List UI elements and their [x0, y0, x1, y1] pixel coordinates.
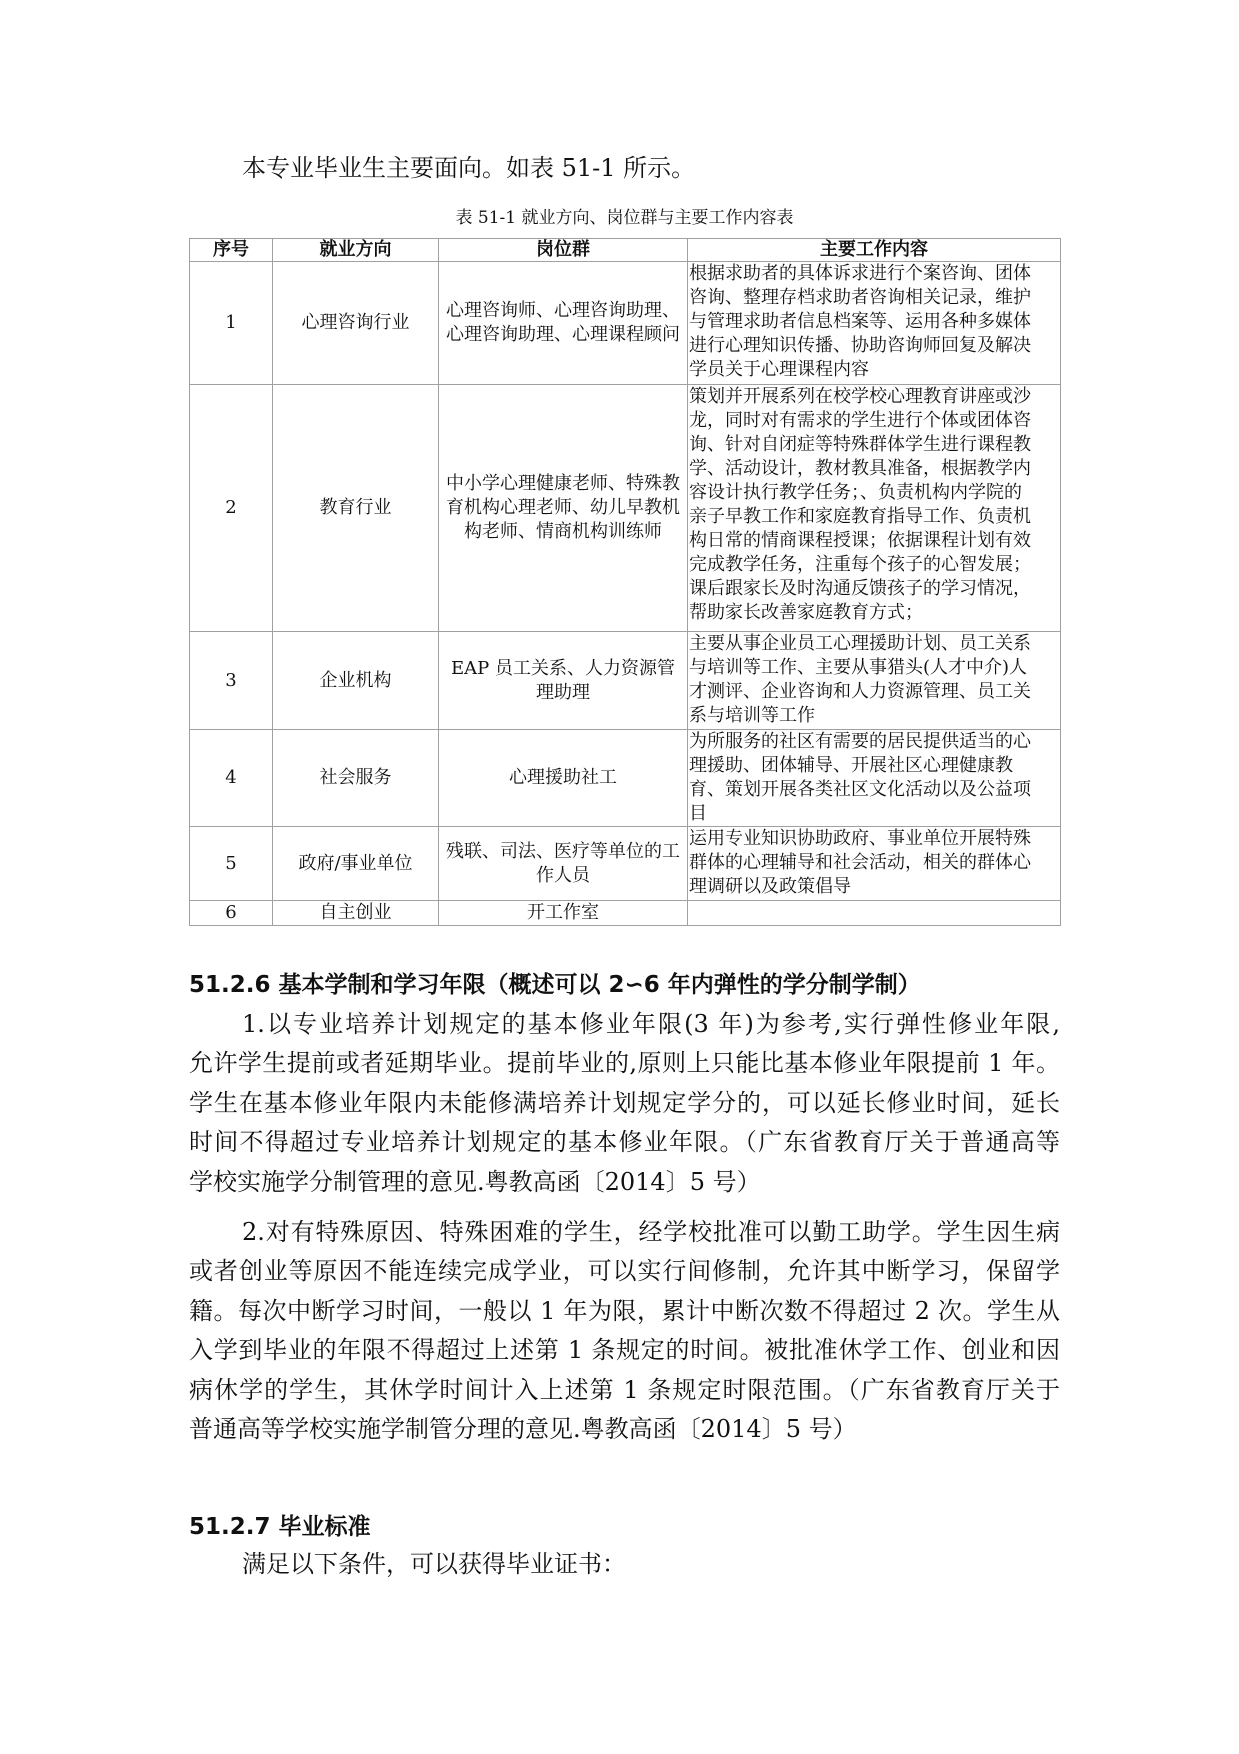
cell-no-text: 4 [225, 767, 237, 788]
paragraph-line: 2.对有特殊原因、特殊困难的学生，经学校批准可以勤工助学。学生因生病 [242, 1218, 1060, 1246]
cell-direction-text: 心理咨询行业 [301, 312, 410, 333]
cell-no-text: 2 [225, 497, 237, 518]
cell-content-line: 与培训等工作、主要从事猎头(人才中介)人 [689, 657, 1028, 678]
cell-jobs-line: 残联、司法、医疗等单位的工 [446, 840, 680, 862]
cell-direction-text: 社会服务 [319, 767, 392, 788]
cell-no [190, 827, 273, 901]
cell-no-text: 1 [225, 312, 237, 333]
cell-direction [273, 901, 439, 926]
cell-content-line: 理调研以及政策倡导 [689, 876, 851, 897]
paragraph-line: 学生在基本修业年限内未能修满培养计划规定学分的，可以延长修业时间，延长 [189, 1088, 1060, 1117]
cell-content [688, 262, 1061, 385]
cell-content-line: 主要从事企业员工心理援助计划、员工关系 [689, 633, 1031, 654]
table-row [190, 632, 1061, 730]
cell-content-line: 群体的心理辅导和社会活动，相关的群体心 [689, 852, 1031, 873]
cell-content [688, 827, 1061, 901]
cell-jobs-line: 理助理 [536, 681, 590, 703]
cell-no [190, 730, 273, 827]
section-heading-51-2-6: 51.2.6 基本学制和学习年限（概述可以 2∽6 年内弹性的学分制学制） [189, 972, 921, 998]
table-row [190, 262, 1061, 385]
intro-paragraph [189, 149, 1060, 188]
graduation-line: 满足以下条件，可以获得毕业证书： [242, 1550, 626, 1578]
cell-jobs-line: 作人员 [536, 864, 590, 886]
cell-jobs-line: 构老师、情商机构训练师 [464, 521, 662, 542]
paragraph-line: 病休学的学生，其休学时间计入上述第 1 条规定时限范围。（广东省教育厅关于 [189, 1375, 1060, 1404]
paragraph-line: 入学到毕业的年限不得超过上述第 1 条规定的时间。被批准休学工作、创业和因 [189, 1336, 1060, 1365]
cell-direction [273, 385, 439, 632]
cell-content-line: 运用专业知识协助政府、事业单位开展特殊 [689, 828, 1031, 849]
table-row [190, 901, 1061, 926]
cell-jobs-line: 中小学心理健康老师、特殊教 [446, 473, 680, 494]
cell-jobs [439, 262, 688, 385]
cell-content-line: 才测评、企业咨询和人力资源管理、员工关 [689, 681, 1031, 702]
header-jobs: 岗位群 [439, 239, 688, 262]
paragraph-line: 允许学生提前或者延期毕业。提前毕业的,原则上只能比基本修业年限提前 1 年。 [189, 1049, 1060, 1078]
cell-content-line: 亲子早教工作和家庭教育指导工作、负责机 [689, 506, 1031, 527]
table-row [190, 385, 1061, 632]
header-content: 主要工作内容 [688, 239, 1061, 262]
cell-content [688, 730, 1061, 827]
cell-no-text: 6 [225, 902, 237, 923]
cell-jobs-line: 开工作室 [527, 902, 599, 923]
table-row [190, 730, 1061, 827]
cell-direction-text: 自主创业 [319, 902, 392, 923]
paragraph-line: 时间不得超过专业培养计划规定的基本修业年限。（广东省教育厅关于普通高等 [189, 1128, 1060, 1157]
header-no: 序号 [190, 239, 273, 262]
cell-content-line: 系与培训等工作 [689, 705, 815, 726]
section-heading-51-2-7: 51.2.7 毕业标准 [189, 1514, 371, 1540]
paragraph-line: 1.以专业培养计划规定的基本修业年限(3 年)为参考,实行弹性修业年限, [242, 1010, 1060, 1038]
intro-line: 本专业毕业生主要面向。如表 51-1 所示。 [242, 154, 696, 182]
cell-content-line: 与管理求助者信息档案等、运用各种多媒体 [689, 311, 1031, 332]
cell-content-line: 完成教学任务，注重每个孩子的心智发展； [689, 554, 1031, 575]
cell-jobs [439, 632, 688, 730]
cell-no-text: 5 [225, 852, 237, 874]
cell-jobs [439, 827, 688, 901]
cell-content-line: 龙，同时对有需求的学生进行个体或团体咨 [689, 410, 1031, 431]
cell-direction-text: 政府/事业单位 [298, 852, 413, 874]
table-caption: 表 51-1 就业方向、岗位群与主要工作内容表 [455, 208, 794, 228]
cell-content [688, 901, 1061, 926]
paragraph-line: 籍。每次中断学习时间，一般以 1 年为限，累计中断次数不得超过 2 次。学生从 [189, 1296, 1060, 1325]
cell-jobs-line: 心理咨询师、心理咨询助理、 [446, 300, 680, 321]
cell-jobs [439, 385, 688, 632]
cell-content-line: 根据求助者的具体诉求进行个案咨询、团体 [689, 263, 1031, 284]
cell-direction [273, 632, 439, 730]
cell-content [688, 632, 1061, 730]
cell-direction [273, 730, 439, 827]
cell-direction-text: 教育行业 [319, 497, 392, 518]
cell-no [190, 632, 273, 730]
cell-content-line: 进行心理知识传播、协助咨询师回复及解决 [689, 335, 1031, 356]
cell-content [688, 385, 1061, 632]
paragraph-1 [189, 1005, 1060, 1202]
cell-jobs-line: 心理援助社工 [509, 767, 617, 788]
cell-content-line: 容设计执行教学任务；、负责机构内学院的 [689, 482, 1022, 503]
cell-content-line: 学、活动设计，教材教具准备，根据教学内 [689, 458, 1031, 479]
paragraph-2 [189, 1213, 1060, 1449]
header-direction: 就业方向 [273, 239, 439, 262]
cell-jobs-line: 心理咨询助理、心理课程顾问 [446, 324, 680, 345]
cell-jobs [439, 901, 688, 926]
cell-direction-text: 企业机构 [319, 669, 392, 691]
cell-content-line: 构日常的情商课程授课；依据课程计划有效 [689, 530, 1031, 551]
cell-no [190, 901, 273, 926]
cell-content-line: 咨询、整理存档求助者咨询相关记录，维护 [689, 287, 1031, 308]
cell-jobs [439, 730, 688, 827]
cell-direction [273, 262, 439, 385]
graduation-paragraph [189, 1545, 1060, 1584]
table-row [190, 827, 1061, 901]
cell-jobs-line: EAP 员工关系、人力资源管 [451, 657, 675, 679]
cell-no [190, 262, 273, 385]
cell-jobs-line: 育机构心理老师、幼儿早教机 [446, 497, 680, 518]
paragraph-line: 或者创业等原因不能连续完成学业，可以实行间修制，允许其中断学习，保留学 [189, 1257, 1060, 1286]
cell-content-line: 为所服务的社区有需要的居民提供适当的心 [689, 731, 1031, 752]
cell-content-line: 策划并开展系列在校学校心理教育讲座或沙 [689, 386, 1031, 407]
table-header-row [190, 239, 1061, 262]
paragraph-line: 学校实施学分制管理的意见.粤教高函〔2014〕5 号） [189, 1167, 761, 1196]
cell-direction [273, 827, 439, 901]
cell-content-line: 理援助、团体辅导、开展社区心理健康教 [689, 755, 1013, 776]
cell-no-text: 3 [225, 669, 237, 691]
cell-content-line: 帮助家长改善家庭教育方式； [689, 602, 923, 623]
cell-content-line: 育、策划开展各类社区文化活动以及公益项 [689, 779, 1031, 800]
cell-no [190, 385, 273, 632]
cell-content-line: 课后跟家长及时沟通反馈孩子的学习情况， [689, 578, 1031, 599]
cell-content-line: 询、针对自闭症等特殊群体学生进行课程教 [689, 434, 1031, 455]
cell-content-line: 目 [689, 803, 707, 824]
cell-content-line: 学员关于心理课程内容 [689, 359, 869, 380]
employment-table [189, 238, 1061, 926]
paragraph-line: 普通高等学校实施学制管分理的意见.粤教高函〔2014〕5 号） [189, 1414, 857, 1443]
